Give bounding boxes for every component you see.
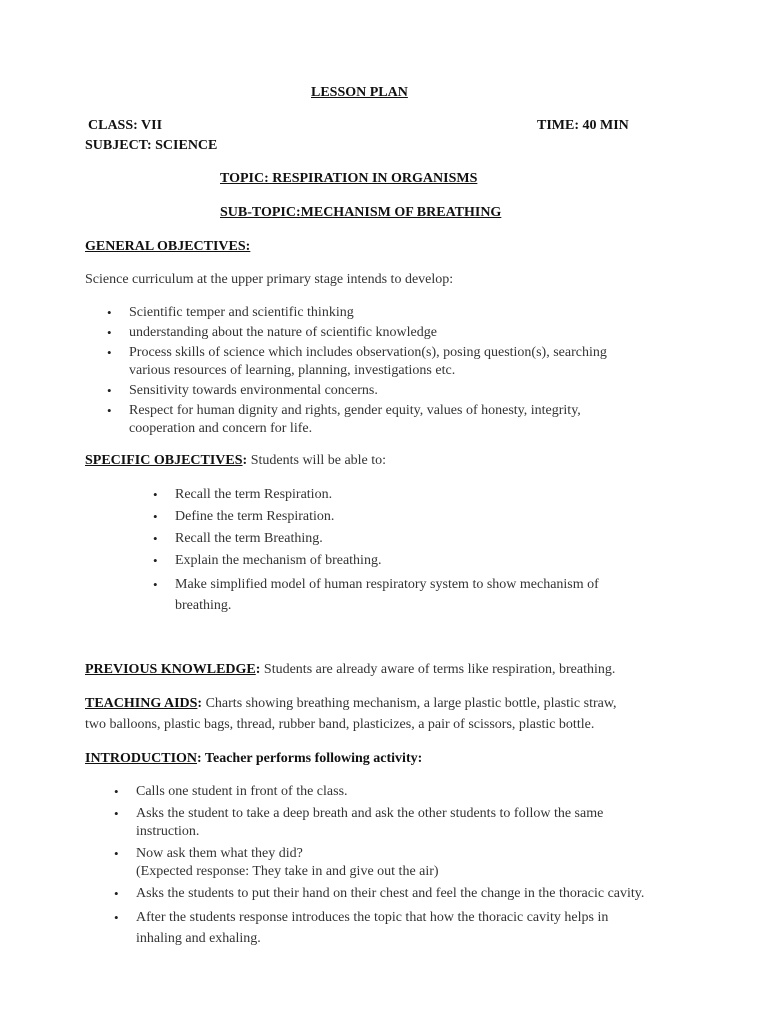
list-item: • After the students response introduces the topic that how the thoracic cavity helps in inhaling and exhaling. bbox=[114, 910, 609, 946]
list-item: • Asks the students to put their hand on their chest and feel the change in the thoracic cavity. bbox=[114, 886, 645, 901]
introduction-line bbox=[85, 750, 422, 767]
list-item: • Respect for human dignity and rights, gender equity, values of honesty, integrity, cooperation and concern for life. bbox=[107, 403, 581, 436]
general-objectives-heading: GENERAL OBJECTIVES: bbox=[85, 239, 251, 254]
general-objectives-intro: Science curriculum at the upper primary stage intends to develop: bbox=[85, 272, 454, 287]
list-item: • Process skills of science which includes observation(s), posing question(s), searching various resources of learning, planning, investigations etc. bbox=[107, 345, 607, 378]
time-label: TIME: 40 MIN bbox=[537, 118, 629, 133]
list-item: • Asks the student to take a deep breath and ask the other students to follow the same instruction. bbox=[114, 806, 604, 839]
specific-objectives-heading: SPECIFIC OBJECTIVES bbox=[85, 453, 243, 468]
list-item: • Recall the term Breathing. bbox=[153, 531, 323, 546]
list-item: • Calls one student in front of the class. bbox=[114, 784, 348, 799]
teaching-aids-line: TEACHING AIDS: Charts showing breathing mechanism, a large plastic bottle, plastic straw, bbox=[85, 696, 617, 711]
list-item: • understanding about the nature of scientific knowledge bbox=[107, 325, 437, 340]
teaching-aids-heading: TEACHING AIDS bbox=[85, 696, 198, 711]
subject-label: SUBJECT: SCIENCE bbox=[85, 138, 218, 153]
topic-heading: TOPIC: RESPIRATION IN ORGANISMS bbox=[220, 171, 478, 186]
list-item: • Explain the mechanism of breathing. bbox=[153, 553, 382, 568]
specific-objectives-list bbox=[153, 486, 599, 616]
list-item: • Recall the term Respiration. bbox=[153, 487, 333, 502]
list-item: • Scientific temper and scientific thinking bbox=[107, 305, 354, 320]
introduction-heading: INTRODUCTION bbox=[85, 751, 198, 766]
introduction-list bbox=[114, 783, 645, 949]
previous-knowledge-line: PREVIOUS KNOWLEDGE: Students are already aware of terms like respiration, breathing. bbox=[85, 662, 616, 677]
subtopic-heading: SUB-TOPIC:MECHANISM OF BREATHING bbox=[220, 205, 502, 220]
teaching-aids-line-2: two balloons, plastic bags, thread, rubber band, plasticizes, a pair of scissors, plastic bottle. bbox=[85, 717, 595, 732]
list-item: • Now ask them what they did? (Expected response: They take in and give out the air) bbox=[114, 846, 439, 879]
page-title: LESSON PLAN bbox=[311, 85, 408, 100]
class-label: CLASS: VII bbox=[88, 118, 163, 133]
specific-objectives-line: SPECIFIC OBJECTIVES: Students will be able to: bbox=[85, 453, 387, 468]
list-item: • Define the term Respiration. bbox=[153, 509, 335, 524]
list-item: • Sensitivity towards environmental concerns. bbox=[107, 383, 378, 398]
previous-knowledge-heading: PREVIOUS KNOWLEDGE bbox=[85, 662, 256, 677]
introduction-subheading: : Teacher performs following activity: bbox=[197, 751, 423, 766]
list-item: • Make simplified model of human respiratory system to show mechanism of breathing. bbox=[153, 577, 599, 613]
general-objectives-list bbox=[107, 304, 607, 440]
